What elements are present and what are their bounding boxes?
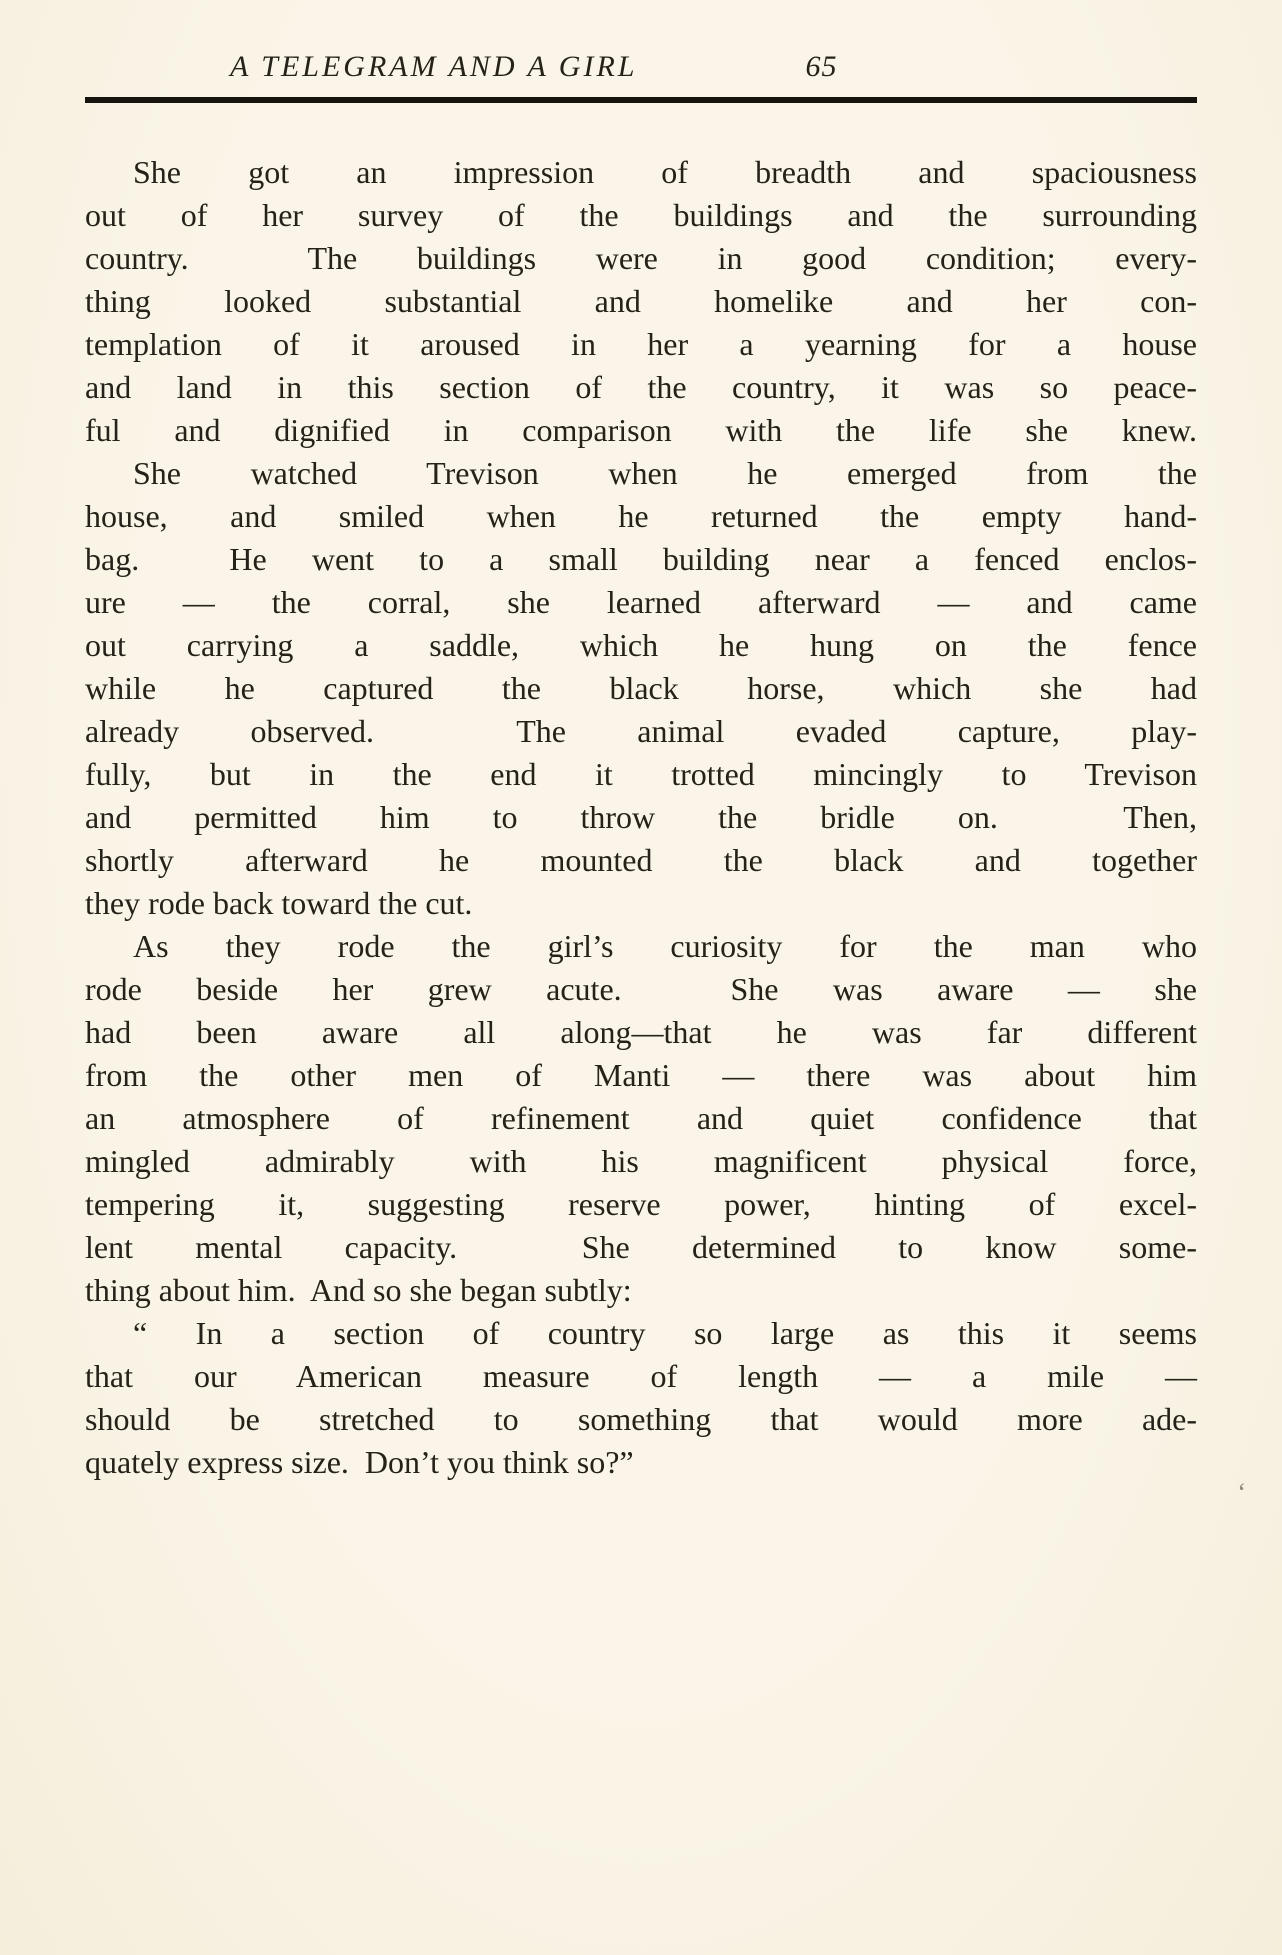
- text-line: bag. He went to a small building near a fenced enclos-: [85, 541, 1197, 577]
- text-line: tempering it, suggesting reserve power, hinting of excel-: [85, 1186, 1197, 1222]
- scan-stray-mark: ‘: [1237, 1478, 1246, 1507]
- text-line: out carrying a saddle, which he hung on the fence: [85, 627, 1197, 663]
- text-line: lent mental capacity. She determined to know some-: [85, 1229, 1197, 1265]
- paragraph: [85, 925, 1197, 1312]
- running-head-title: A TELEGRAM AND A GIRL: [230, 50, 638, 83]
- text-line: house, and smiled when he returned the empty hand-: [85, 498, 1197, 534]
- text-line: had been aware all along—that he was far different: [85, 1014, 1197, 1050]
- text-line: thing looked substantial and homelike and her con-: [85, 283, 1197, 319]
- paragraph: [85, 151, 1197, 452]
- text-line: ful and dignified in comparison with the life she knew.: [85, 412, 1197, 448]
- page-body: [85, 151, 1197, 1484]
- text-line: they rode back toward the cut.: [85, 885, 473, 921]
- text-line: thing about him. And so she began subtly:: [85, 1272, 632, 1308]
- text-line: mingled admirably with his magnificent physical force,: [85, 1143, 1197, 1179]
- text-line: fully, but in the end it trotted mincingly to Trevison: [85, 756, 1197, 792]
- text-block: [85, 50, 1197, 1484]
- text-line: rode beside her grew acute. She was aware — she: [85, 971, 1197, 1007]
- text-line: already observed. The animal evaded capture, play-: [85, 713, 1197, 749]
- text-line: ure — the corral, she learned afterward — and came: [85, 584, 1197, 620]
- text-line: She watched Trevison when he emerged from the: [133, 455, 1197, 491]
- page-number: 65: [805, 50, 838, 83]
- text-line: out of her survey of the buildings and the surrounding: [85, 197, 1197, 233]
- text-line: “ In a section of country so large as this it seems: [133, 1315, 1197, 1351]
- text-line: while he captured the black horse, which she had: [85, 670, 1197, 706]
- running-head: [85, 50, 1197, 84]
- text-line: should be stretched to something that would more ade-: [85, 1401, 1197, 1437]
- paragraph: [85, 1312, 1197, 1484]
- paragraph: [85, 452, 1197, 925]
- text-line: quately express size. Don’t you think so?”: [85, 1444, 634, 1480]
- text-line: from the other men of Manti — there was about him: [85, 1057, 1197, 1093]
- text-line: and permitted him to throw the bridle on. Then,: [85, 799, 1197, 835]
- text-line: She got an impression of breadth and spaciousness: [133, 154, 1197, 190]
- header-rule: [85, 97, 1197, 103]
- text-line: shortly afterward he mounted the black and together: [85, 842, 1197, 878]
- text-line: As they rode the girl’s curiosity for the man who: [133, 928, 1197, 964]
- text-line: country. The buildings were in good condition; every-: [85, 240, 1197, 276]
- text-line: templation of it aroused in her a yearning for a house: [85, 326, 1197, 362]
- text-line: an atmosphere of refinement and quiet confidence that: [85, 1100, 1197, 1136]
- text-line: that our American measure of length — a mile —: [85, 1358, 1197, 1394]
- text-line: and land in this section of the country, it was so peace-: [85, 369, 1197, 405]
